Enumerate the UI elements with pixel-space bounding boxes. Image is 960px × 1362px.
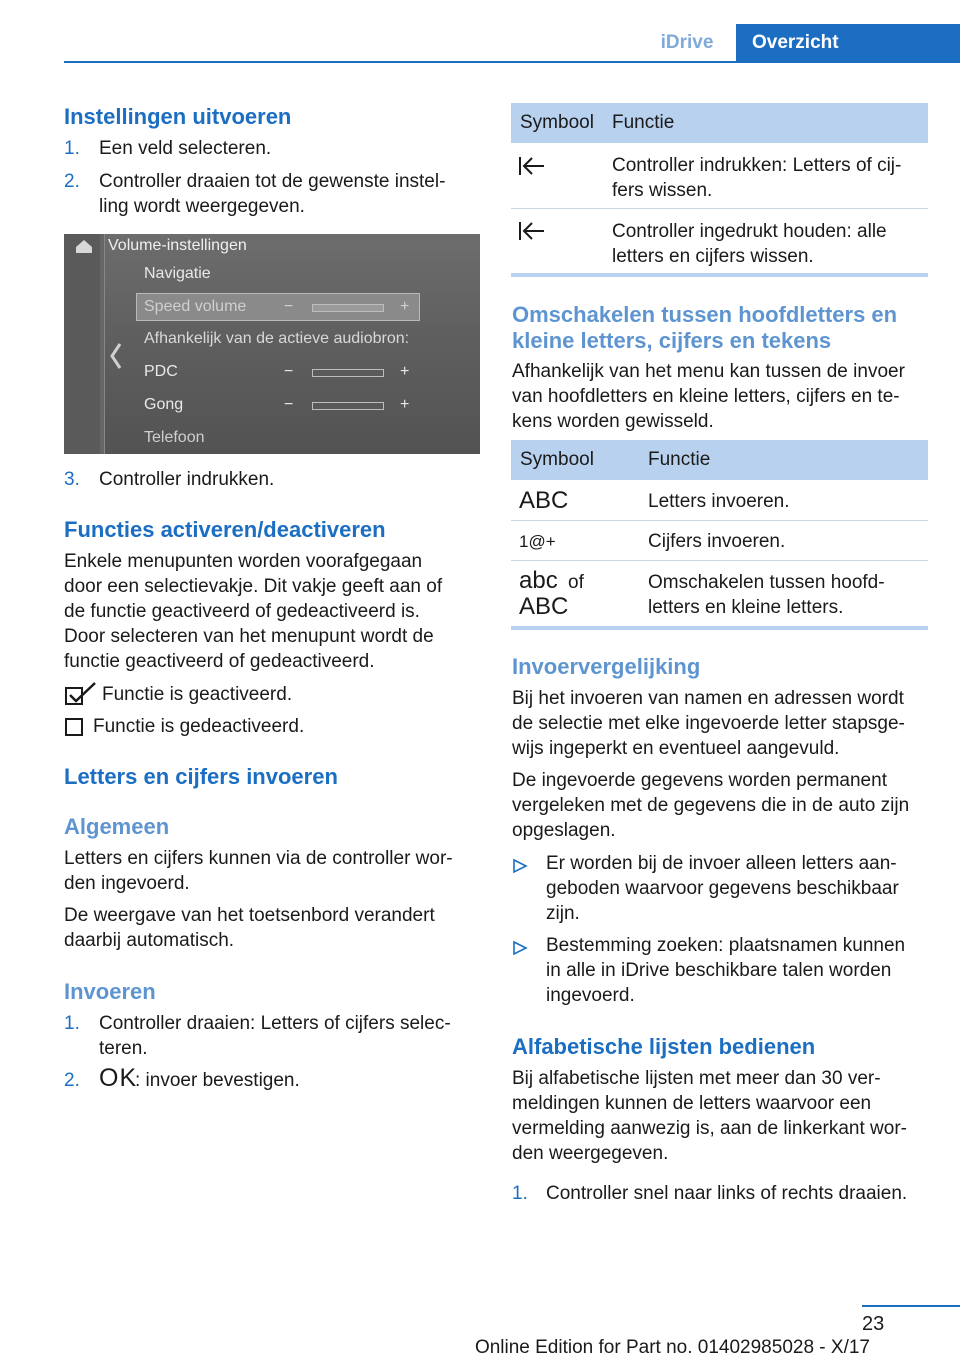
step-text: teren.	[99, 1038, 148, 1059]
table-cell: fers wissen.	[612, 180, 713, 201]
screen-minus: −	[284, 396, 294, 413]
step-text: Controller indrukken.	[99, 469, 275, 490]
screen-slider	[312, 304, 384, 312]
screen-item: Gong	[144, 396, 184, 413]
deactivated-text: Functie is gedeactiveerd.	[93, 716, 305, 737]
table-cell-of: of	[568, 572, 584, 593]
step-text: : invoer bevestigen.	[135, 1070, 300, 1091]
paragraph-line: kens worden gewisseld.	[512, 411, 714, 432]
paragraph-line: Letters en cijfers kunnen via de controller wor-	[64, 848, 453, 869]
paragraph-line: Afhankelijk van het menu kan tussen de invoer	[512, 361, 905, 382]
screen-title: Volume-instellingen	[108, 237, 247, 254]
screen-slider	[312, 402, 384, 410]
ok-symbol-icon: OK	[99, 1064, 138, 1092]
screen-plus: +	[400, 363, 410, 380]
screen-plus: +	[400, 298, 410, 315]
paragraph-line: meldingen kunnen de letters waarvoor een	[512, 1093, 872, 1114]
paragraph-line: Bij het invoeren van namen en adressen wordt	[512, 688, 904, 709]
bullet-text: geboden waarvoor gegevens beschikbaar	[546, 878, 899, 899]
abc-lowercase-icon: abc	[519, 567, 558, 594]
paragraph-line: vermelding aanwezig is, aan de linkerkant wor-	[512, 1118, 907, 1139]
bullet-text: ingevoerd.	[546, 985, 635, 1006]
symbol-table-case	[511, 440, 928, 632]
screen-item: Navigatie	[144, 265, 211, 282]
table-cell: Cijfers invoeren.	[648, 531, 786, 552]
column-header: Symbool	[520, 112, 594, 133]
step-number: 1.	[512, 1183, 528, 1204]
bullet-text: Bestemming zoeken: plaatsnamen kunnen	[546, 935, 906, 956]
paragraph-line: wijs ingeperkt en eventueel aangevuld.	[512, 738, 840, 759]
screen-minus: −	[284, 363, 294, 380]
heading-instellingen: Instellingen uitvoeren	[64, 104, 292, 129]
digits-symbols-icon: 1@+	[519, 532, 556, 551]
checkbox-checked-icon	[64, 682, 98, 706]
table-header	[511, 440, 928, 480]
heading-omschakelen: kleine letters, cijfers en tekens	[512, 328, 832, 353]
table-cell: letters en cijfers wissen.	[612, 246, 814, 267]
screen-item-selected: Speed volume	[144, 298, 247, 315]
table-cell: Controller ingedrukt houden: alle	[612, 221, 887, 242]
paragraph-line: functie geactiveerd of gedeactiveerd.	[64, 651, 375, 672]
step-text: Controller draaien tot de gewenste instel-	[99, 171, 446, 192]
screen-minus: −	[284, 298, 294, 315]
step-number: 1.	[64, 1013, 80, 1034]
page-number: 23	[862, 1313, 885, 1335]
backspace-icon	[517, 220, 545, 242]
bullet-text: Er worden bij de invoer alleen letters aan-	[546, 853, 897, 874]
paragraph-line: De ingevoerde gegevens worden permanent	[512, 770, 887, 791]
backspace-icon	[517, 155, 545, 177]
activated-text: Functie is geactiveerd.	[102, 684, 293, 705]
paragraph-line: den ingevoerd.	[64, 873, 190, 894]
paragraph-line: de functie geactiveerd of gedeactiveerd is.	[64, 601, 420, 622]
header-tab: Overzicht	[736, 24, 960, 62]
heading-algemeen: Algemeen	[64, 814, 170, 839]
screen-item: Telefoon	[144, 429, 205, 446]
screen-sidebar	[64, 234, 101, 454]
step-number: 3.	[64, 469, 80, 490]
screen-plus: +	[400, 396, 410, 413]
paragraph-line: daarbij automatisch.	[64, 930, 235, 951]
heading-invoervergelijking: Invoervergelijking	[512, 654, 701, 679]
paragraph-line: Door selecteren van het menupunt wordt de	[64, 626, 434, 647]
triangle-bullet-icon	[512, 940, 528, 956]
paragraph-line: Bij alfabetische lijsten met meer dan 30 ver-	[512, 1068, 881, 1089]
paragraph-line: den weergegeven.	[512, 1143, 669, 1164]
step-text: Controller snel naar links of rechts draaien.	[546, 1183, 908, 1204]
triangle-bullet-icon	[512, 858, 528, 874]
symbol-table-delete	[511, 103, 928, 279]
column-header: Functie	[612, 112, 675, 133]
paragraph-line: vergeleken met de gegevens die in de auto zijn	[512, 795, 910, 816]
table-cell: Omschakelen tussen hoofd-	[648, 572, 885, 593]
step-number: 1.	[64, 138, 80, 159]
paragraph-line: De weergave van het toetsenbord verandert	[64, 905, 435, 926]
page-header	[0, 0, 960, 62]
step-text: Controller draaien: Letters of cijfers selec-	[99, 1013, 451, 1034]
bullet-text: in alle in iDrive beschikbare talen worden	[546, 960, 892, 981]
screen-slider	[312, 369, 384, 377]
heading-alfabetische: Alfabetische lijsten bedienen	[512, 1034, 816, 1059]
screen-item: Afhankelijk van de actieve audiobron:	[144, 330, 410, 347]
idrive-screen	[64, 234, 480, 454]
header-section: iDrive	[638, 24, 736, 62]
table-cell: Controller indrukken: Letters of cij-	[612, 155, 902, 176]
heading-invoeren: Invoeren	[64, 979, 156, 1004]
chevron-left-icon	[108, 342, 124, 370]
step-number: 2.	[64, 171, 80, 192]
home-icon	[74, 238, 94, 254]
paragraph-line: opgeslagen.	[512, 820, 616, 841]
paragraph-line: de selectie met elke ingevoerde letter stapsge-	[512, 713, 905, 734]
table-header	[511, 103, 928, 143]
heading-functies: Functies activeren/deactiveren	[64, 517, 386, 542]
table-cell: letters en kleine letters.	[648, 597, 844, 618]
edition-line: Online Edition for Part no. 01402985028 - X/17	[474, 1337, 870, 1358]
table-cell: Letters invoeren.	[648, 491, 790, 512]
column-header: Functie	[648, 449, 711, 470]
step-number: 2.	[64, 1070, 80, 1091]
paragraph-line: van hoofdletters en kleine letters, cijfers en te-	[512, 386, 900, 407]
abc-uppercase-icon: ABC	[519, 487, 569, 514]
step-text: Een veld selecteren.	[99, 138, 272, 159]
checkbox-empty-icon	[64, 715, 86, 739]
step-text: ling wordt weergegeven.	[99, 196, 305, 217]
screen-item: PDC	[144, 363, 178, 380]
heading-letters: Letters en cijfers invoeren	[64, 764, 338, 789]
heading-omschakelen: Omschakelen tussen hoofdletters en	[512, 302, 898, 327]
bullet-text: zijn.	[546, 903, 580, 924]
abc-uppercase-icon: ABC	[519, 593, 569, 620]
header-rule	[64, 61, 960, 63]
footer-rule	[862, 1305, 960, 1307]
paragraph-line: Enkele menupunten worden voorafgegaan	[64, 551, 423, 572]
column-header: Symbool	[520, 449, 594, 470]
paragraph-line: door een selectievakje. Dit vakje geeft aan of	[64, 576, 443, 597]
